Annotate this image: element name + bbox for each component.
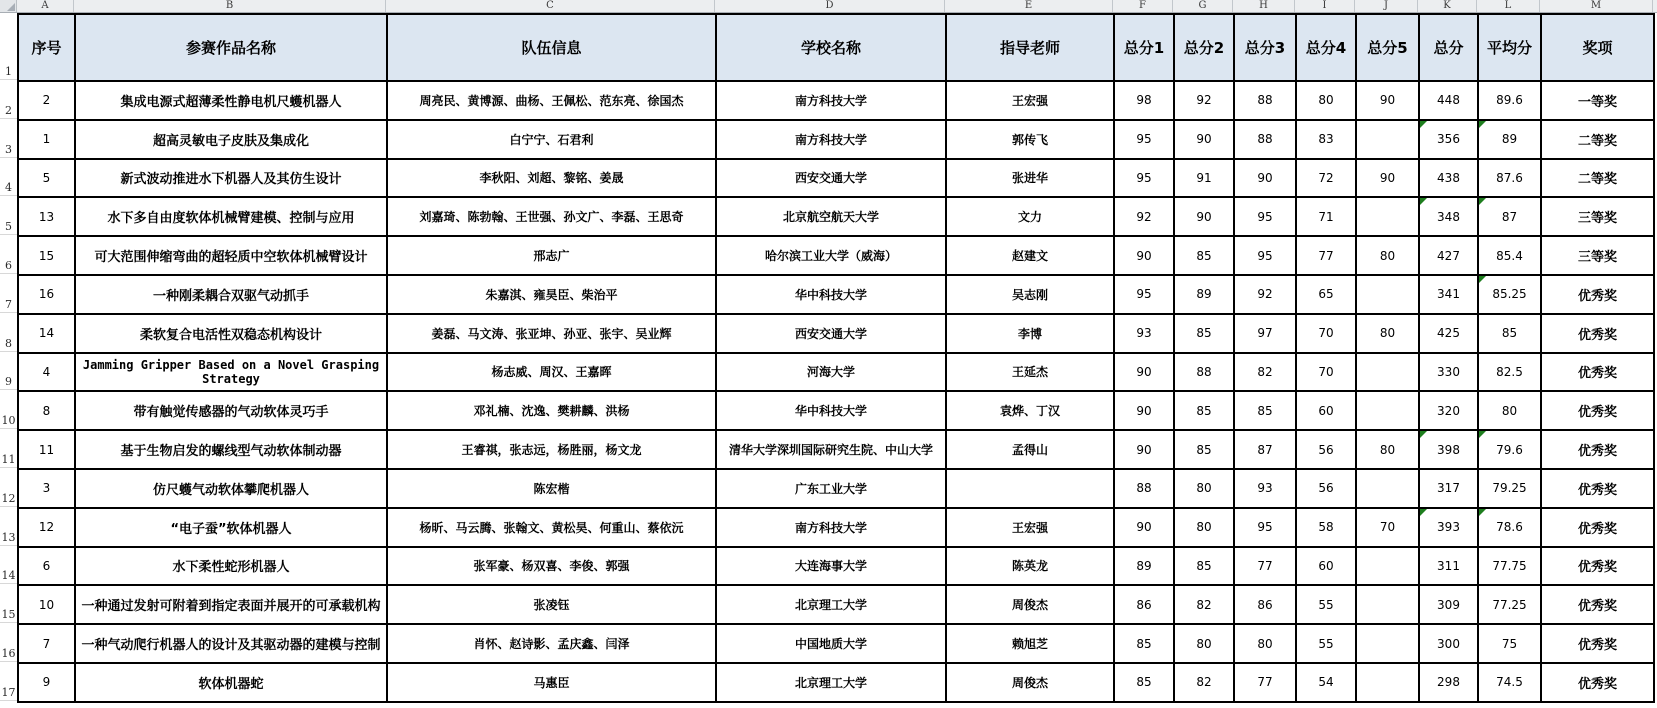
cell-score3-H4[interactable]: 90: [1234, 159, 1296, 198]
cell-average-L14[interactable]: 77.75: [1478, 547, 1541, 586]
cell-advisor-E17[interactable]: 周俊杰: [946, 663, 1114, 702]
cell-total-K12[interactable]: 317: [1419, 469, 1478, 508]
cell-advisor-E11[interactable]: 孟得山: [946, 430, 1114, 469]
cell-score4-I4[interactable]: 72: [1296, 159, 1356, 198]
cell-team-info-C5[interactable]: 刘嘉琦、陈勃翰、王世强、孙文广、李磊、王思奇: [387, 197, 716, 236]
cell-score3-H12[interactable]: 93: [1234, 469, 1296, 508]
cell-award-M13[interactable]: 优秀奖: [1541, 508, 1654, 547]
cell-advisor-E13[interactable]: 王宏强: [946, 508, 1114, 547]
cell-work-name-B6[interactable]: 可大范围伸缩弯曲的超轻质中空软体机械臂设计: [75, 236, 387, 275]
header-average[interactable]: 平均分: [1478, 14, 1541, 81]
table-row: [18, 275, 1654, 314]
cell-score4-I12[interactable]: 56: [1296, 469, 1356, 508]
cell-work-name-B5[interactable]: 水下多自由度软体机械臂建模、控制与应用: [75, 197, 387, 236]
cell-score3-H7[interactable]: 92: [1234, 275, 1296, 314]
cell-work-name-B14[interactable]: 水下柔性蛇形机器人: [75, 547, 387, 586]
cell-team-info-C17[interactable]: 马惠臣: [387, 663, 716, 702]
cell-advisor-E4[interactable]: 张进华: [946, 159, 1114, 198]
cell-team-info-C15[interactable]: 张凌钰: [387, 585, 716, 624]
cell-average-L13[interactable]: 78.6: [1478, 508, 1541, 547]
column-letter-J[interactable]: J: [1355, 0, 1418, 12]
cell-average-L5[interactable]: 87: [1478, 197, 1541, 236]
header-score-3[interactable]: 总分3: [1234, 14, 1296, 81]
cell-advisor-E15[interactable]: 周俊杰: [946, 585, 1114, 624]
row-number-3[interactable]: 3: [0, 119, 17, 158]
cell-total-K13[interactable]: 393: [1419, 508, 1478, 547]
cell-score3-H9[interactable]: 82: [1234, 353, 1296, 392]
header-score-4[interactable]: 总分4: [1296, 14, 1356, 81]
error-indicator-icon: [1479, 276, 1486, 283]
cell-total-K16[interactable]: 300: [1419, 624, 1478, 663]
cell-score4-I10[interactable]: 60: [1296, 391, 1356, 430]
cell-score5-J3[interactable]: [1356, 120, 1419, 159]
cell-school-D5[interactable]: 北京航空航天大学: [716, 197, 946, 236]
cell-no-A12[interactable]: 3: [18, 469, 75, 508]
column-letter-L[interactable]: L: [1477, 0, 1540, 12]
cell-score3-H16[interactable]: 80: [1234, 624, 1296, 663]
cell-school-D4[interactable]: 西安交通大学: [716, 159, 946, 198]
cell-score2-G13[interactable]: 80: [1174, 508, 1234, 547]
cell-work-name-B4[interactable]: 新式波动推进水下机器人及其仿生设计: [75, 159, 387, 198]
cell-no-A3[interactable]: 1: [18, 120, 75, 159]
cell-no-A2[interactable]: 2: [18, 81, 75, 120]
cell-total-K2[interactable]: 448: [1419, 81, 1478, 120]
cell-award-M7[interactable]: 优秀奖: [1541, 275, 1654, 314]
header-award[interactable]: 奖项: [1541, 14, 1654, 81]
column-strip-filler: [1653, 0, 1657, 12]
row-number-16[interactable]: 16: [0, 623, 17, 662]
cell-work-name-B10[interactable]: 带有触觉传感器的气动软体灵巧手: [75, 391, 387, 430]
cell-school-D13[interactable]: 南方科技大学: [716, 508, 946, 547]
cell-average-L11[interactable]: 79.6: [1478, 430, 1541, 469]
error-indicator-icon: [1479, 198, 1486, 205]
cell-award-M9[interactable]: 优秀奖: [1541, 353, 1654, 392]
cell-score1-F12[interactable]: 88: [1114, 469, 1174, 508]
cell-school-D8[interactable]: 西安交通大学: [716, 314, 946, 353]
cell-school-D16[interactable]: 中国地质大学: [716, 624, 946, 663]
cell-score3-H14[interactable]: 77: [1234, 547, 1296, 586]
cell-school-D11[interactable]: 清华大学深圳国际研究生院、中山大学: [716, 430, 946, 469]
cell-score2-G4[interactable]: 91: [1174, 159, 1234, 198]
cell-team-info-C16[interactable]: 肖怀、赵诗影、孟庆鑫、闫泽: [387, 624, 716, 663]
cell-score5-J13[interactable]: 70: [1356, 508, 1419, 547]
row-number-14[interactable]: 14: [0, 546, 17, 585]
cell-award-M16[interactable]: 优秀奖: [1541, 624, 1654, 663]
cell-score1-F6[interactable]: 90: [1114, 236, 1174, 275]
cell-average-L3[interactable]: 89: [1478, 120, 1541, 159]
table-row: [18, 391, 1654, 430]
cell-advisor-E7[interactable]: 吴志刚: [946, 275, 1114, 314]
cell-score5-J15[interactable]: [1356, 585, 1419, 624]
cell-total-K14[interactable]: 311: [1419, 547, 1478, 586]
cell-no-A5[interactable]: 13: [18, 197, 75, 236]
cell-score5-J10[interactable]: [1356, 391, 1419, 430]
cell-score1-F16[interactable]: 85: [1114, 624, 1174, 663]
row-number-13[interactable]: 13: [0, 507, 17, 546]
column-letter-G[interactable]: G: [1173, 0, 1233, 12]
cell-score3-H11[interactable]: 87: [1234, 430, 1296, 469]
row-number-4[interactable]: 4: [0, 158, 17, 197]
cell-score4-I9[interactable]: 70: [1296, 353, 1356, 392]
cell-score1-F15[interactable]: 86: [1114, 585, 1174, 624]
cell-award-M4[interactable]: 二等奖: [1541, 159, 1654, 198]
cell-average-L6[interactable]: 85.4: [1478, 236, 1541, 275]
table-row: [18, 469, 1654, 508]
cell-score3-H8[interactable]: 97: [1234, 314, 1296, 353]
cell-school-D17[interactable]: 北京理工大学: [716, 663, 946, 702]
cell-average-L15[interactable]: 77.25: [1478, 585, 1541, 624]
cell-score4-I15[interactable]: 55: [1296, 585, 1356, 624]
cell-no-A8[interactable]: 14: [18, 314, 75, 353]
row-number-7[interactable]: 7: [0, 274, 17, 313]
cell-score5-J5[interactable]: [1356, 197, 1419, 236]
cell-work-name-B11[interactable]: 基于生物启发的螺线型气动软体制动器: [75, 430, 387, 469]
cell-score5-J12[interactable]: [1356, 469, 1419, 508]
table-row: [18, 314, 1654, 353]
row-number-12[interactable]: 12: [0, 468, 17, 507]
cell-score1-F7[interactable]: 95: [1114, 275, 1174, 314]
header-work-name[interactable]: 参赛作品名称: [75, 14, 387, 81]
cell-score3-H5[interactable]: 95: [1234, 197, 1296, 236]
column-letter-M[interactable]: M: [1540, 0, 1653, 12]
cell-score2-G15[interactable]: 82: [1174, 585, 1234, 624]
cell-team-info-C13[interactable]: 杨昕、马云腾、张翰文、黄松昊、何重山、蔡依沅: [387, 508, 716, 547]
cell-work-name-B15[interactable]: 一种通过发射可附着到指定表面并展开的可承载机构: [75, 585, 387, 624]
column-letter-I[interactable]: I: [1295, 0, 1355, 12]
cell-score5-J9[interactable]: [1356, 353, 1419, 392]
cell-total-K6[interactable]: 427: [1419, 236, 1478, 275]
column-letter-B[interactable]: B: [74, 0, 386, 12]
row-number-8[interactable]: 8: [0, 313, 17, 352]
cell-advisor-E5[interactable]: 文力: [946, 197, 1114, 236]
cell-team-info-C12[interactable]: 陈宏楷: [387, 469, 716, 508]
error-indicator-icon: [1420, 198, 1427, 205]
cell-advisor-E16[interactable]: 赖旭芝: [946, 624, 1114, 663]
cell-work-name-B16[interactable]: 一种气动爬行机器人的设计及其驱动器的建模与控制: [75, 624, 387, 663]
error-indicator-icon: [1420, 121, 1427, 128]
cell-award-M14[interactable]: 优秀奖: [1541, 547, 1654, 586]
select-all-corner[interactable]: [0, 0, 17, 12]
cell-total-K17[interactable]: 298: [1419, 663, 1478, 702]
cell-advisor-E6[interactable]: 赵建文: [946, 236, 1114, 275]
cell-score1-F13[interactable]: 90: [1114, 508, 1174, 547]
cell-total-K9[interactable]: 330: [1419, 353, 1478, 392]
cell-total-K8[interactable]: 425: [1419, 314, 1478, 353]
cell-no-A6[interactable]: 15: [18, 236, 75, 275]
cell-score2-G16[interactable]: 80: [1174, 624, 1234, 663]
header-team-info[interactable]: 队伍信息: [387, 14, 716, 81]
cell-score1-F4[interactable]: 95: [1114, 159, 1174, 198]
cell-total-K5[interactable]: 348: [1419, 197, 1478, 236]
cell-score1-F2[interactable]: 98: [1114, 81, 1174, 120]
cell-team-info-C4[interactable]: 李秋阳、刘超、黎铭、姜晟: [387, 159, 716, 198]
cell-score1-F17[interactable]: 85: [1114, 663, 1174, 702]
cell-school-D3[interactable]: 南方科技大学: [716, 120, 946, 159]
cell-team-info-C6[interactable]: 邢志广: [387, 236, 716, 275]
error-indicator-icon: [1479, 431, 1486, 438]
cell-score1-F3[interactable]: 95: [1114, 120, 1174, 159]
cell-score5-J6[interactable]: 80: [1356, 236, 1419, 275]
cell-score5-J16[interactable]: [1356, 624, 1419, 663]
cell-average-L2[interactable]: 89.6: [1478, 81, 1541, 120]
error-indicator-icon: [1420, 509, 1427, 516]
cell-score2-G7[interactable]: 89: [1174, 275, 1234, 314]
cell-school-D9[interactable]: 河海大学: [716, 353, 946, 392]
cell-score5-J7[interactable]: [1356, 275, 1419, 314]
cell-team-info-C8[interactable]: 姜磊、马文涛、张亚坤、孙亚、张宇、吴业辉: [387, 314, 716, 353]
column-letter-C[interactable]: C: [386, 0, 715, 12]
cell-score4-I5[interactable]: 71: [1296, 197, 1356, 236]
cell-score1-F11[interactable]: 90: [1114, 430, 1174, 469]
header-score-1[interactable]: 总分1: [1114, 14, 1174, 81]
cell-score5-J2[interactable]: 90: [1356, 81, 1419, 120]
cell-award-M11[interactable]: 优秀奖: [1541, 430, 1654, 469]
cell-average-L10[interactable]: 80: [1478, 391, 1541, 430]
error-indicator-icon: [1479, 121, 1486, 128]
cell-award-M10[interactable]: 优秀奖: [1541, 391, 1654, 430]
cell-score1-F8[interactable]: 93: [1114, 314, 1174, 353]
cell-average-L17[interactable]: 74.5: [1478, 663, 1541, 702]
row-number-15[interactable]: 15: [0, 584, 17, 623]
cell-score4-I6[interactable]: 77: [1296, 236, 1356, 275]
cell-team-info-C11[interactable]: 王睿祺，张志远，杨胜丽，杨文龙: [387, 430, 716, 469]
cell-school-D14[interactable]: 大连海事大学: [716, 547, 946, 586]
cell-school-D10[interactable]: 华中科技大学: [716, 391, 946, 430]
header-row: [18, 14, 1654, 81]
cell-total-K15[interactable]: 309: [1419, 585, 1478, 624]
cell-no-A11[interactable]: 11: [18, 430, 75, 469]
row-number-10[interactable]: 10: [0, 390, 17, 429]
cell-average-L9[interactable]: 82.5: [1478, 353, 1541, 392]
column-letter-E[interactable]: E: [945, 0, 1113, 12]
cell-score4-I11[interactable]: 56: [1296, 430, 1356, 469]
cell-school-D12[interactable]: 广东工业大学: [716, 469, 946, 508]
table-row: [18, 624, 1654, 663]
cell-advisor-E14[interactable]: 陈英龙: [946, 547, 1114, 586]
cell-school-D7[interactable]: 华中科技大学: [716, 275, 946, 314]
cell-total-K11[interactable]: 398: [1419, 430, 1478, 469]
cell-award-M5[interactable]: 三等奖: [1541, 197, 1654, 236]
cell-team-info-C10[interactable]: 邓礼楠、沈逸、樊耕麟、洪杨: [387, 391, 716, 430]
cell-advisor-E10[interactable]: 袁烨、丁汉: [946, 391, 1114, 430]
select-all-triangle-icon: [7, 3, 15, 11]
cell-score2-G3[interactable]: 90: [1174, 120, 1234, 159]
cell-score2-G5[interactable]: 90: [1174, 197, 1234, 236]
cell-no-A16[interactable]: 7: [18, 624, 75, 663]
table-row: [18, 120, 1654, 159]
table-row: [18, 585, 1654, 624]
cell-average-L8[interactable]: 85: [1478, 314, 1541, 353]
cell-no-A7[interactable]: 16: [18, 275, 75, 314]
cell-team-info-C2[interactable]: 周亮民、黄博源、曲杨、王佩松、范东亮、徐国杰: [387, 81, 716, 120]
table-row: [18, 353, 1654, 392]
cell-work-name-B3[interactable]: 超高灵敏电子皮肤及集成化: [75, 120, 387, 159]
cell-score4-I16[interactable]: 55: [1296, 624, 1356, 663]
table-row: [18, 159, 1654, 198]
cell-score2-G2[interactable]: 92: [1174, 81, 1234, 120]
cell-score3-H3[interactable]: 88: [1234, 120, 1296, 159]
cell-score3-H15[interactable]: 86: [1234, 585, 1296, 624]
row-number-1[interactable]: 1: [0, 13, 17, 80]
cell-no-A13[interactable]: 12: [18, 508, 75, 547]
header-school[interactable]: 学校名称: [716, 14, 946, 81]
table-row: [18, 547, 1654, 586]
cell-advisor-E8[interactable]: 李博: [946, 314, 1114, 353]
cell-advisor-E9[interactable]: 王延杰: [946, 353, 1114, 392]
cell-score4-I8[interactable]: 70: [1296, 314, 1356, 353]
table-row: [18, 430, 1654, 469]
cell-score3-H17[interactable]: 77: [1234, 663, 1296, 702]
cell-score3-H10[interactable]: 85: [1234, 391, 1296, 430]
cell-score1-F9[interactable]: 90: [1114, 353, 1174, 392]
cell-advisor-E3[interactable]: 郭传飞: [946, 120, 1114, 159]
table-body: [18, 81, 1654, 702]
cell-total-K4[interactable]: 438: [1419, 159, 1478, 198]
column-letter-A[interactable]: A: [17, 0, 74, 12]
cell-award-M12[interactable]: 优秀奖: [1541, 469, 1654, 508]
column-letter-strip: [0, 0, 1657, 13]
cell-score2-G8[interactable]: 85: [1174, 314, 1234, 353]
cell-team-info-C9[interactable]: 杨志威、周汉、王嘉晖: [387, 353, 716, 392]
cell-score3-H2[interactable]: 88: [1234, 81, 1296, 120]
cell-score2-G9[interactable]: 88: [1174, 353, 1234, 392]
cell-total-K3[interactable]: 356: [1419, 120, 1478, 159]
cell-award-M3[interactable]: 二等奖: [1541, 120, 1654, 159]
header-score-2[interactable]: 总分2: [1174, 14, 1234, 81]
cell-score2-G17[interactable]: 82: [1174, 663, 1234, 702]
cell-no-A14[interactable]: 6: [18, 547, 75, 586]
row-number-2[interactable]: 2: [0, 80, 17, 119]
cell-average-L16[interactable]: 75: [1478, 624, 1541, 663]
cell-award-M15[interactable]: 优秀奖: [1541, 585, 1654, 624]
results-table: [17, 13, 1655, 703]
cell-score4-I17[interactable]: 54: [1296, 663, 1356, 702]
cell-score2-G14[interactable]: 85: [1174, 547, 1234, 586]
cell-no-A4[interactable]: 5: [18, 159, 75, 198]
cell-work-name-B13[interactable]: “电子蚕”软体机器人: [75, 508, 387, 547]
column-letter-K[interactable]: K: [1418, 0, 1477, 12]
cell-advisor-E12[interactable]: [946, 469, 1114, 508]
error-indicator-icon: [1420, 431, 1427, 438]
cell-school-D6[interactable]: 哈尔滨工业大学（威海）: [716, 236, 946, 275]
cell-score5-J17[interactable]: [1356, 663, 1419, 702]
cell-no-A17[interactable]: 9: [18, 663, 75, 702]
cell-score4-I13[interactable]: 58: [1296, 508, 1356, 547]
cell-score2-G10[interactable]: 85: [1174, 391, 1234, 430]
row-number-11[interactable]: 11: [0, 429, 17, 468]
row-number-5[interactable]: 5: [0, 196, 17, 235]
cell-score5-J14[interactable]: [1356, 547, 1419, 586]
cell-team-info-C14[interactable]: 张军豪、杨双喜、李俊、郭强: [387, 547, 716, 586]
cell-no-A15[interactable]: 10: [18, 585, 75, 624]
cell-advisor-E2[interactable]: 王宏强: [946, 81, 1114, 120]
column-letter-D[interactable]: D: [715, 0, 945, 12]
cell-score1-F10[interactable]: 90: [1114, 391, 1174, 430]
cell-no-A10[interactable]: 8: [18, 391, 75, 430]
cell-score1-F5[interactable]: 92: [1114, 197, 1174, 236]
cell-school-D2[interactable]: 南方科技大学: [716, 81, 946, 120]
cell-award-M8[interactable]: 优秀奖: [1541, 314, 1654, 353]
cell-average-L7[interactable]: 85.25: [1478, 275, 1541, 314]
cell-score4-I7[interactable]: 65: [1296, 275, 1356, 314]
cell-score3-H13[interactable]: 95: [1234, 508, 1296, 547]
column-letter-H[interactable]: H: [1233, 0, 1295, 12]
cell-score5-J4[interactable]: 90: [1356, 159, 1419, 198]
cell-no-A9[interactable]: 4: [18, 353, 75, 392]
cell-score5-J8[interactable]: 80: [1356, 314, 1419, 353]
table-row: [18, 81, 1654, 120]
cell-average-L4[interactable]: 87.6: [1478, 159, 1541, 198]
cell-work-name-B2[interactable]: 集成电源式超薄柔性静电机尺蠖机器人: [75, 81, 387, 120]
cell-score2-G12[interactable]: 80: [1174, 469, 1234, 508]
row-number-strip: [0, 13, 17, 701]
cell-work-name-B17[interactable]: 软体机器蛇: [75, 663, 387, 702]
cell-team-info-C3[interactable]: 白宁宁、石君利: [387, 120, 716, 159]
cell-score1-F14[interactable]: 89: [1114, 547, 1174, 586]
cell-work-name-B8[interactable]: 柔软复合电活性双稳态机构设计: [75, 314, 387, 353]
cell-score4-I3[interactable]: 83: [1296, 120, 1356, 159]
header-total[interactable]: 总分: [1419, 14, 1478, 81]
cell-score4-I14[interactable]: 60: [1296, 547, 1356, 586]
column-letter-F[interactable]: F: [1113, 0, 1173, 12]
cell-total-K10[interactable]: 320: [1419, 391, 1478, 430]
cell-average-L12[interactable]: 79.25: [1478, 469, 1541, 508]
header-no[interactable]: 序号: [18, 14, 75, 81]
cell-award-M17[interactable]: 优秀奖: [1541, 663, 1654, 702]
header-score-5[interactable]: 总分5: [1356, 14, 1419, 81]
cell-work-name-B12[interactable]: 仿尺蠖气动软体攀爬机器人: [75, 469, 387, 508]
table-row: [18, 197, 1654, 236]
table-row: [18, 236, 1654, 275]
cell-score2-G6[interactable]: 85: [1174, 236, 1234, 275]
error-indicator-icon: [1479, 509, 1486, 516]
row-number-6[interactable]: 6: [0, 235, 17, 274]
table-row: [18, 508, 1654, 547]
cell-score5-J11[interactable]: 80: [1356, 430, 1419, 469]
cell-award-M2[interactable]: 一等奖: [1541, 81, 1654, 120]
cell-school-D15[interactable]: 北京理工大学: [716, 585, 946, 624]
cell-award-M6[interactable]: 三等奖: [1541, 236, 1654, 275]
cell-team-info-C7[interactable]: 朱嘉淇、雍昊臣、柴治平: [387, 275, 716, 314]
cell-score4-I2[interactable]: 80: [1296, 81, 1356, 120]
cell-work-name-B7[interactable]: 一种刚柔耦合双驱气动抓手: [75, 275, 387, 314]
cell-total-K7[interactable]: 341: [1419, 275, 1478, 314]
table-row: [18, 663, 1654, 702]
cell-work-name-B9[interactable]: Jamming Gripper Based on a Novel Grasping Strategy: [75, 353, 387, 392]
cell-score2-G11[interactable]: 85: [1174, 430, 1234, 469]
header-advisor[interactable]: 指导老师: [946, 14, 1114, 81]
row-number-17[interactable]: 17: [0, 662, 17, 701]
cell-score3-H6[interactable]: 95: [1234, 236, 1296, 275]
row-number-9[interactable]: 9: [0, 352, 17, 391]
